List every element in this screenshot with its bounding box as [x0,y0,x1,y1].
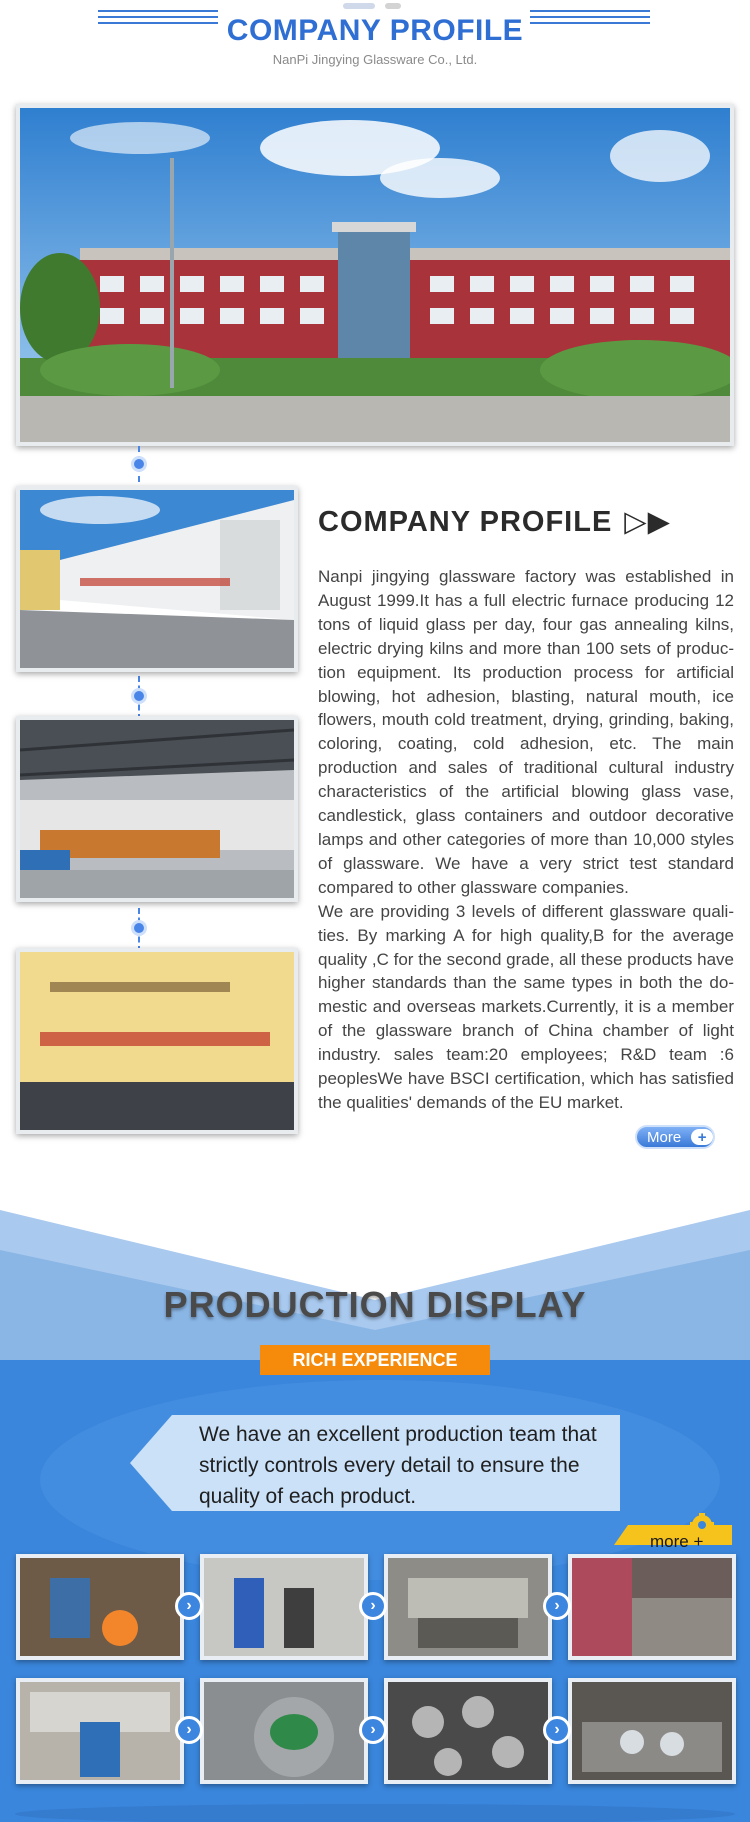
production-title: PRODUCTION DISPLAY [163,1284,587,1325]
factory-yard-photo [16,486,298,672]
chevron-right-icon[interactable]: › [359,1716,387,1744]
profile-description [318,565,734,1115]
slogan-wall-photo [16,948,298,1134]
chevron-right-icon[interactable]: › [543,1592,571,1620]
profile-paragraph: Nanpi jingying glassware factory was established in August 1999.It has a full electric furnace producing 12 tons of liquid glass per day, four gas annealing kilns, electric drying kilns and more than 100 sets of production equipment. Its production process for artificial blowing, hot adhesion, blasting, natural mouth, ice flowers, mouth cold treatment, drying, grinding, baking, coloring, coating, cold adhesion, etc. The main production and sales of traditional cultural industry characteristics of the artificial blowing glass vase, candlestick, glass containers and outdoor decorative lamps and other categories of more than 10,000 styles of glassware. We have a very strict test standard compared to other glassware companies. [318,567,734,897]
timeline-dot-icon [131,688,147,704]
workshop-photo [16,716,298,902]
carousel-dot-active[interactable] [343,3,375,9]
plus-icon: + [691,1129,713,1145]
production-photo-molds[interactable] [384,1678,552,1784]
production-photo-grinding[interactable] [200,1678,368,1784]
profile-paragraph: We are providing 3 levels of different glassware qualities. By marking A for high quality,B for the average quality ,C for the second grade, all these products have higher standards than the same types in both the domestic and overseas markets.Currently, it is a member of the glassware branch of China chamber of light industry. sales team:20 employees; R&D team :6 peoplesWe have BSCI certification, which has satisfied the qualities' demands of the EU market. [318,901,734,1112]
production-quote: We have an excellent production team that strictly controls every detail to ensure the quality of each product. [199,1423,597,1508]
timeline-dot-icon [131,456,147,472]
more-button-label: More [647,1128,682,1146]
chevron-right-icon[interactable]: › [543,1716,571,1744]
timeline-dot-icon [131,920,147,936]
production-photo-machinery[interactable] [384,1554,552,1660]
production-badge: RICH EXPERIENCE [260,1345,490,1375]
production-photo-workers[interactable] [200,1554,368,1660]
page-subtitle: NanPi Jingying Glassware Co., Ltd. [272,52,478,67]
production-photo-kiln[interactable] [16,1678,184,1784]
page-title: COMPANY PROFILE [226,14,524,47]
chevron-right-icon[interactable]: › [359,1592,387,1620]
more-button[interactable] [635,1125,715,1149]
production-more-link[interactable]: more + [650,1532,704,1551]
production-photo-glassblowing[interactable] [16,1554,184,1660]
carousel-dot[interactable] [385,3,401,9]
profile-heading [318,504,671,539]
page-header [0,14,750,67]
chevron-right-icon[interactable]: › [175,1592,203,1620]
production-photo-assembly[interactable] [568,1554,736,1660]
chevron-right-icon[interactable]: › [175,1716,203,1744]
factory-building-photo [16,104,734,446]
carousel-dots [343,3,401,9]
profile-heading-text: COMPANY PROFILE [318,506,613,538]
production-photo-finished-glass[interactable] [568,1678,736,1784]
arrow-play-icon: ▷▶ [624,506,671,538]
